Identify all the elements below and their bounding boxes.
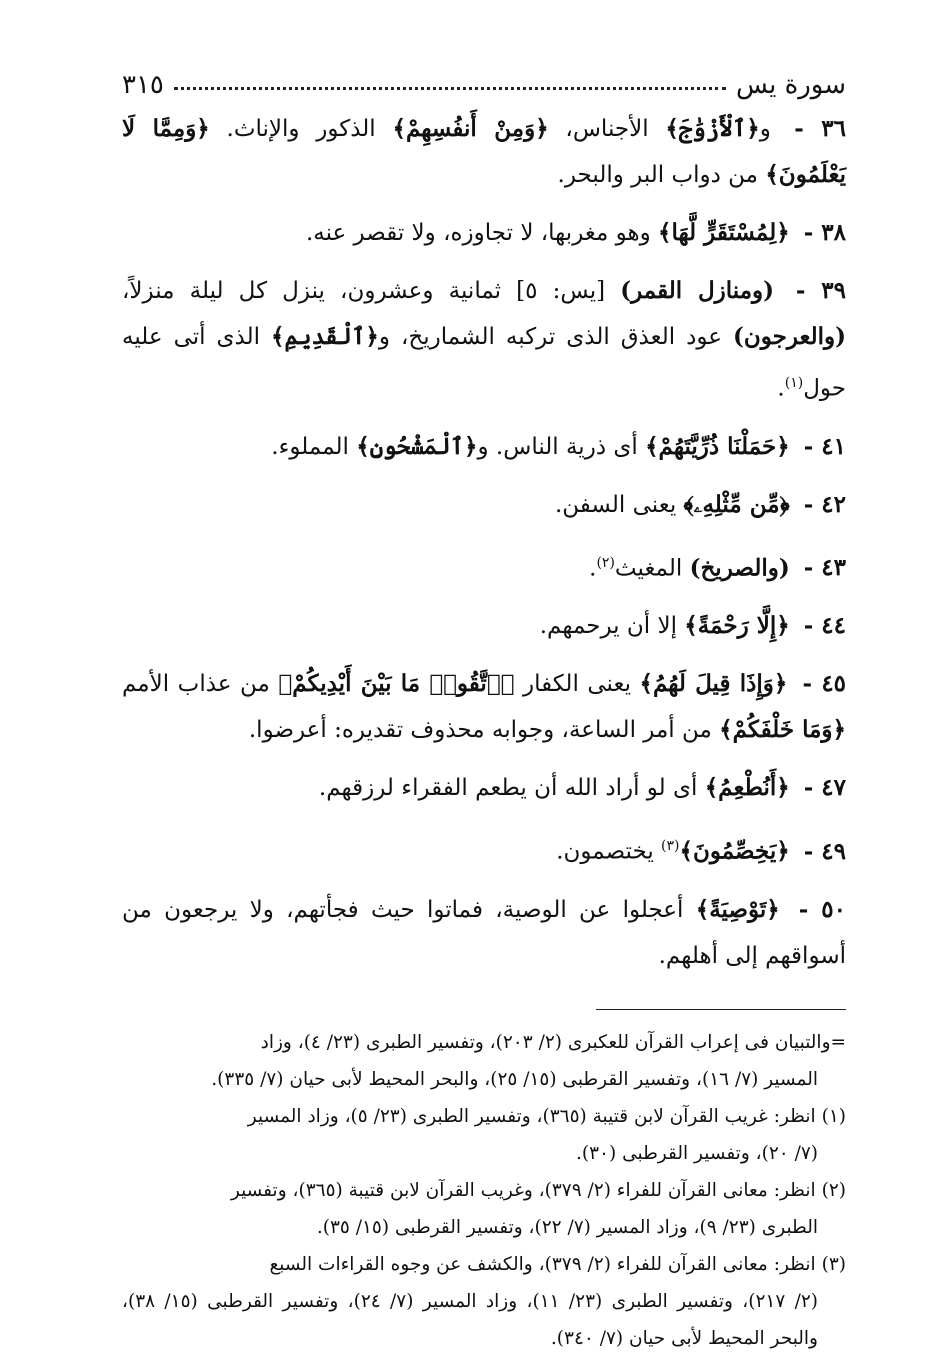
verse-number: ٤٢ -: [795, 490, 846, 518]
footnote-number: (١): [821, 1105, 846, 1127]
verse-entry: [122, 765, 846, 811]
verse-entry: [122, 540, 846, 592]
footnote-continuation: (٧/ ٢٠)، وتفسير القرطبى (٣٠).: [576, 1142, 818, 1164]
commentary-text: من عذاب الأمم: [122, 671, 279, 698]
footnote-continuation: (٢/ ٢١٧)، وتفسير الطبرى (٢٣/ ١١)، وزاد المسير (٧/ ٢٤)، وتفسير القرطبى (١٥/ ٣٨)، والبحر المحيط لأبى حيان (٧/ ٣٤٠).: [122, 1290, 819, 1349]
quran-quote: ﴿ٱلْمَشْحُونِ﴾: [356, 432, 478, 460]
verse-number: ٤١ -: [795, 432, 846, 460]
quran-quote: ﴿أَنُطْعِمُ﴾: [704, 774, 790, 802]
quran-quote: ﴿ٱتَّقُوا۟ مَا بَيْنَ أَيْدِيكُمْ﴾: [278, 670, 515, 698]
bold-term: (والعرجون): [732, 323, 846, 350]
quran-quote: ﴿ٱلْقَدِيمِ﴾: [271, 323, 379, 350]
quran-quote: ﴿لِمُسْتَقَرٍّ لَّهَا﴾: [658, 219, 790, 246]
commentary-text: يعنى السفن.: [554, 491, 684, 518]
verse-entry: [122, 661, 846, 753]
quran-quote: ﴿مِّن مِّثْلِهِۦ﴾: [683, 490, 790, 518]
footnote: [122, 1098, 846, 1172]
verse-number: ٤٩ -: [795, 837, 846, 865]
verse-entry: [122, 424, 846, 470]
commentary-text: الأجناس،: [548, 116, 666, 142]
commentary-text: من دواب البر والبحر.: [557, 162, 766, 188]
footnotes: [122, 1024, 846, 1357]
verse-entry: [122, 482, 846, 528]
verse-entry: [122, 210, 846, 256]
page-header: [122, 56, 846, 100]
footnote-text: =والتبيان فى إعراب القرآن للعكبرى (٢/ ٢٠٣)، وتفسير الطبرى (٢٣/ ٤)، وزاد: [260, 1031, 846, 1053]
commentary-text: .: [589, 555, 597, 582]
commentary-text: من أمر الساعة، وجوابه محذوف تقديره: أعرضوا.: [248, 717, 720, 744]
footnote: [122, 1172, 846, 1246]
footnote-continuation: الطبرى (٢٣/ ٩)، وزاد المسير (٧/ ٢٢)، وتفسير القرطبى (١٥/ ٣٥).: [316, 1216, 818, 1238]
commentary-text: [يس: ٥] ثمانية وعشرون، ينزل كل ليلة منزلاً،: [122, 278, 621, 304]
footnote: [122, 1024, 846, 1098]
commentary-text: أى لو أراد الله أن يطعم الفقراء لرزقهم.: [318, 775, 705, 802]
verse-entry: [122, 106, 846, 198]
verse-number: ٣٦ -: [776, 115, 847, 142]
verse-number: ٤٤ -: [795, 612, 846, 640]
commentary-text: الذكور والإناث.: [209, 116, 393, 142]
footnote-number: (٣): [821, 1253, 846, 1275]
commentary-text: أعجلوا عن الوصية، فماتوا حيث فجأتهم، ولا يرجعون من أسواقهم إلى أهلهم.: [122, 896, 846, 969]
footnote-text: انظر: غريب القرآن لابن قتيبة (٣٦٥)، وتفسير الطبرى (٢٣/ ٥)، وزاد المسير: [247, 1105, 816, 1127]
footnote-number: (٢): [821, 1179, 846, 1201]
quran-quote: ﴿حَمَلْنَا ذُرِّيَّتَهُمْ﴾: [645, 432, 790, 460]
page-number: ٣١٥: [122, 70, 164, 100]
quran-quote: ﴿تَوْصِيَةً﴾: [695, 895, 780, 923]
verse-number: ٤٥ -: [793, 670, 847, 698]
bold-term: (والصريخ): [689, 554, 790, 582]
commentary-text: إلا أن يرحمهم.: [539, 613, 685, 640]
commentary-text: المملوء.: [271, 433, 357, 460]
footnote-ref: (١): [784, 375, 804, 391]
commentary-text: عود العذق الذى تركبه الشماريخ، و: [378, 324, 733, 350]
commentary-text: .: [777, 375, 785, 402]
quran-quote: ﴿ٱلْأَزْوَٰجَ﴾: [665, 115, 760, 142]
footnote-continuation: المسير (٧/ ١٦)، وتفسير القرطبى (١٥/ ٢٥)، والبحر المحيط لأبى حيان (٧/ ٣٣٥).: [211, 1068, 818, 1090]
commentary-text: الذى أتى عليه حول: [122, 324, 846, 402]
commentary-text: يعنى الكفار: [514, 671, 640, 698]
quran-quote: ﴿إِلَّا رَحْمَةً﴾: [684, 612, 790, 640]
quran-quote: ﴿وَمِنْ أَنفُسِهِمْ﴾: [392, 115, 549, 142]
commentary-text: أى ذرية الناس. و: [477, 433, 646, 460]
quran-quote: ﴿وَمِمَّا لَا يَعْلَمُونَ﴾: [122, 115, 846, 188]
verse-entry: [122, 823, 846, 875]
verse-number: ٤٣ -: [795, 554, 846, 582]
commentary-text: المغيث: [614, 555, 690, 582]
commentary-text: وهو مغربها، لا تجاوزه، ولا تقصر عنه.: [305, 220, 659, 246]
footnote: [122, 1246, 846, 1357]
footnote-ref: (٢): [596, 554, 615, 571]
verse-entry: [122, 603, 846, 649]
surah-title: سورة يس: [735, 70, 846, 100]
verse-entry: [122, 887, 846, 979]
quran-quote: ﴿وَإِذَا قِيلَ لَهُمُ﴾: [639, 670, 788, 698]
verse-number: ٤٧ -: [795, 774, 846, 802]
quran-quote: ﴿وَمَا خَلْفَكُمْ﴾: [719, 716, 846, 744]
bold-term: (ومنازل القمر): [620, 277, 775, 304]
verse-number: ٣٨ -: [795, 219, 846, 246]
verse-number: ٥٠ -: [785, 895, 846, 923]
verse-entry: [122, 268, 846, 412]
commentary-body: [122, 106, 846, 979]
header-dotted-leader: [174, 87, 726, 90]
verse-number: ٣٩ -: [780, 277, 846, 304]
commentary-text: يختصمون.: [556, 838, 662, 865]
footnote-text: انظر: معانى القرآن للفراء (٢/ ٣٧٩)، والكشف عن وجوه القراءات السبع: [269, 1253, 816, 1275]
quran-quote: ﴿يَخِصِّمُونَ﴾: [679, 837, 790, 865]
commentary-text: و: [759, 116, 771, 142]
footnote-ref: (٣): [661, 838, 680, 855]
footnote-text: انظر: معانى القرآن للفراء (٢/ ٣٧٩)، وغريب القرآن لابن قتيبة (٣٦٥)، وتفسير: [230, 1179, 816, 1201]
footnote-separator: [596, 1009, 846, 1010]
